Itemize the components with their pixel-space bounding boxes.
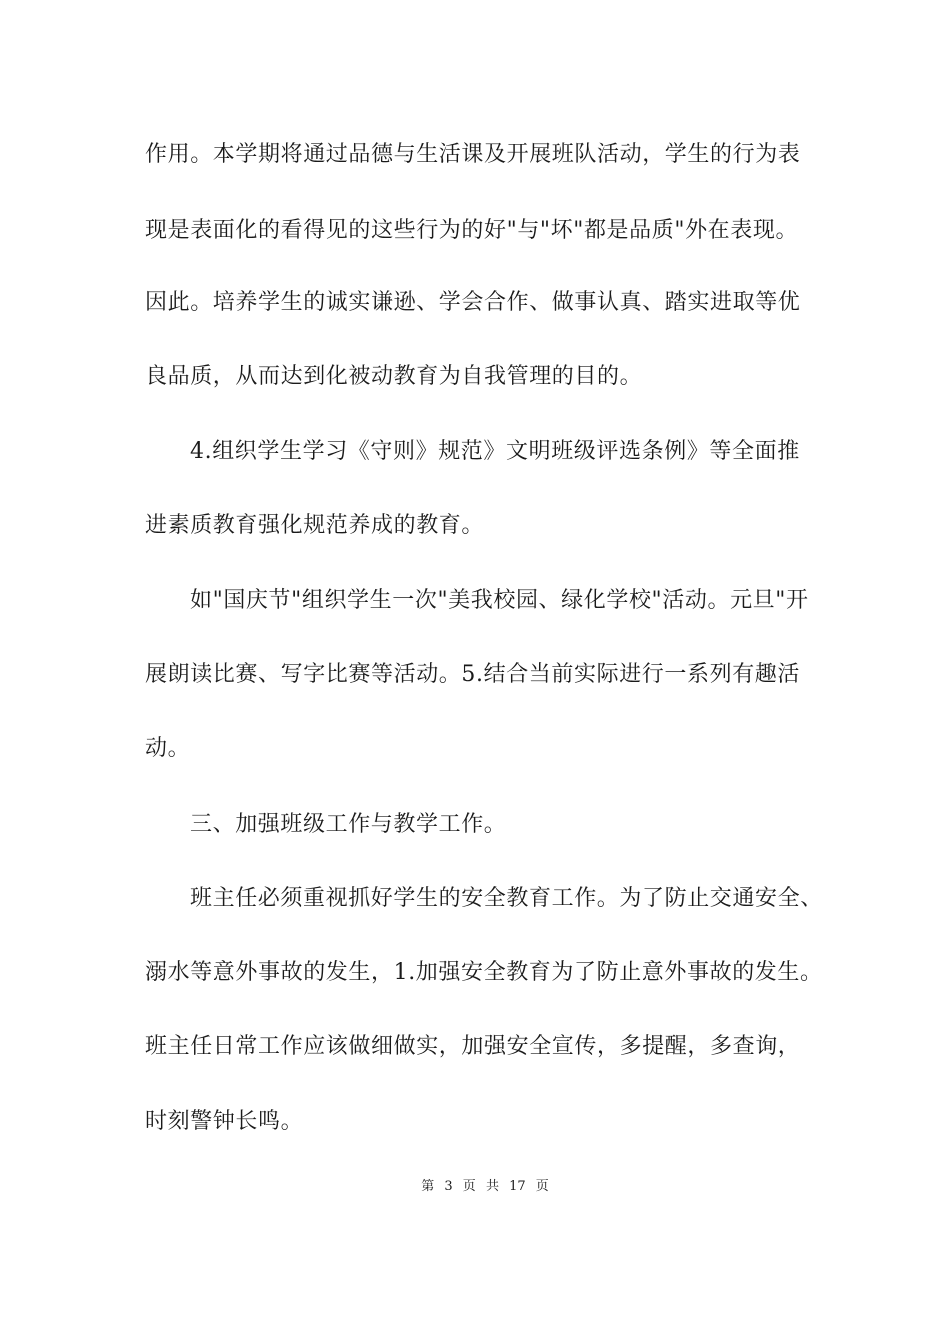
text-line: 现是表面化的看得见的这些行为的好"与"坏"都是品质"外在表现。 bbox=[145, 218, 799, 243]
text-line: 如"国庆节"组织学生一次"美我校园、绿化学校"活动。元旦"开 bbox=[190, 588, 809, 613]
text-line: 溺水等意外事故的发生，1.加强安全教育为了防止意外事故的发生。 bbox=[145, 960, 823, 985]
text-line: 作用。本学期将通过品德与生活课及开展班队活动，学生的行为表 bbox=[145, 142, 801, 167]
page-footer bbox=[0, 1178, 950, 1196]
section-heading: 三、加强班级工作与教学工作。 bbox=[190, 812, 507, 837]
text-line: 4.组织学生学习《守则》规范》文明班级评选条例》等全面推 bbox=[190, 439, 800, 464]
footer-page-word: 页 bbox=[462, 1179, 476, 1194]
text-line: 良品质，从而达到化被动教育为自我管理的目的。 bbox=[145, 364, 643, 389]
footer-prefix: 第 bbox=[421, 1179, 435, 1194]
text-line: 时刻警钟长鸣。 bbox=[145, 1109, 304, 1134]
text-line: 进素质教育强化规范养成的教育。 bbox=[145, 513, 485, 538]
footer-current-page: 3 bbox=[444, 1179, 453, 1194]
text-line: 班主任必须重视抓好学生的安全教育工作。为了防止交通安全、 bbox=[190, 886, 823, 911]
footer-total-pages: 17 bbox=[509, 1179, 526, 1194]
footer-total-word: 共 bbox=[485, 1179, 499, 1194]
text-line: 动。 bbox=[145, 736, 191, 761]
text-line: 展朗读比赛、写字比赛等活动。5.结合当前实际进行一系列有趣活 bbox=[145, 662, 800, 687]
text-line: 班主任日常工作应该做细做实，加强安全宣传，多提醒，多查询， bbox=[145, 1034, 801, 1059]
footer-suffix: 页 bbox=[535, 1179, 549, 1194]
text-line: 因此。培养学生的诚实谦逊、学会合作、做事认真、踏实进取等优 bbox=[145, 290, 801, 315]
